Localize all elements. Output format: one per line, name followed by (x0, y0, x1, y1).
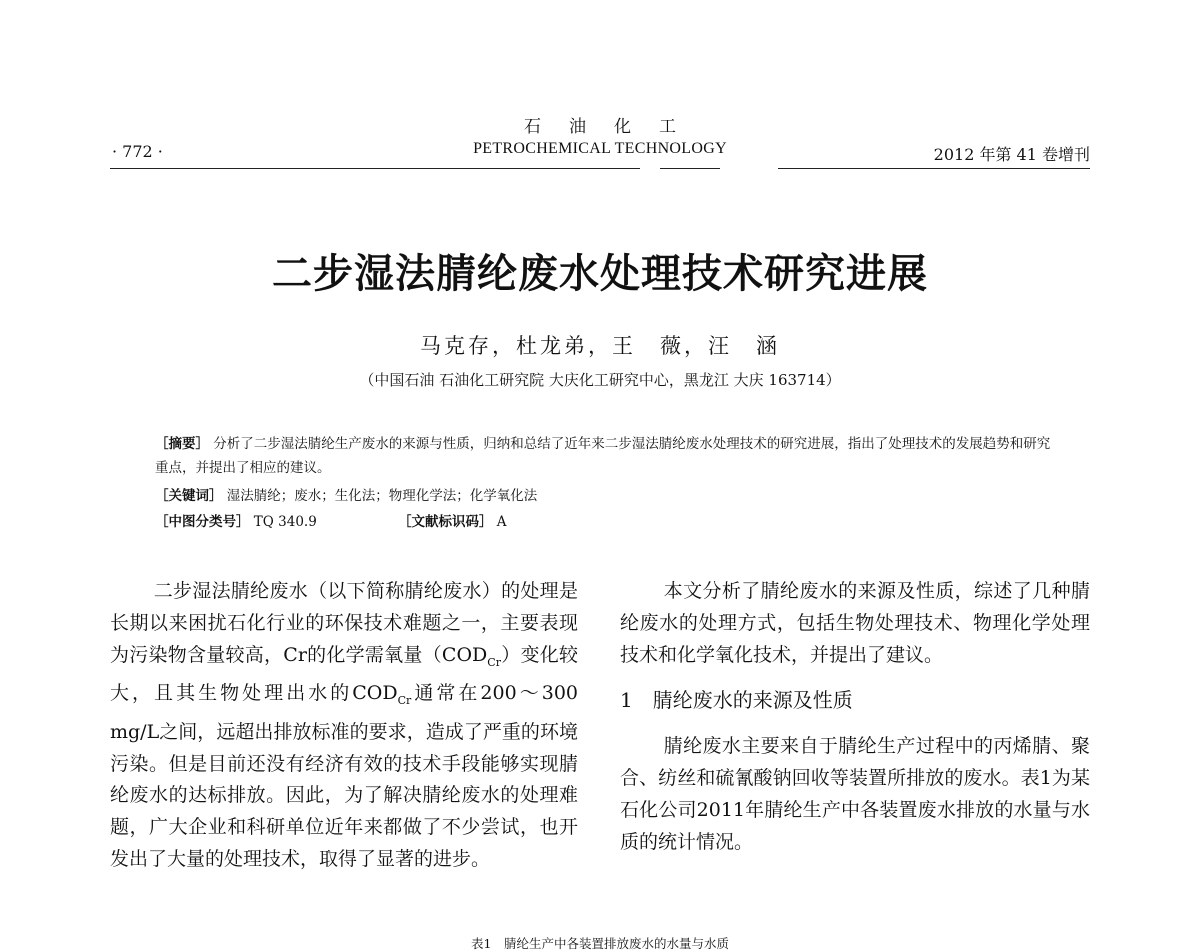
authors: 马克存，杜龙弟，王 薇，汪 涵 (420, 334, 780, 358)
clc-value: TQ 340.9 (253, 514, 317, 530)
section-heading: 1 腈纶废水的来源及性质 (620, 688, 853, 713)
body-left-column (110, 576, 578, 876)
doc-code-value: A (496, 514, 507, 530)
source-paragraph: 腈纶废水主要来自于腈纶生产过程中的丙烯腈、聚合、纺丝和硫氰酸钠回收等装置所排放的废水。表1为某石化公司2011年腈纶生产中各装置废水排放的水量与水质的统计情况。 (620, 735, 1090, 853)
clc-label: ［中图分类号］ (155, 514, 250, 530)
issue-info: 2012 年第 41 卷增刊 (933, 145, 1090, 164)
header-rule (778, 168, 1090, 169)
header-rule (110, 168, 640, 169)
keywords-text: 湿法腈纶；废水；生化法；物理化学法；化学氧化法 (226, 488, 538, 504)
journal-name-en: PETROCHEMICAL TECHNOLOGY (473, 140, 727, 157)
abstract-label: ［摘要］ (155, 436, 209, 452)
body-right-column (620, 576, 1090, 858)
table-caption: 表1 腈纶生产中各装置排放废水的水量与水质 (471, 936, 729, 951)
intro-paragraph: 二步湿法腈纶废水（以下简称腈纶废水）的处理是长期以来困扰石化行业的环保技术难题之一，主要表现为污染物含量较高，Cr的化学需氧量$(COD_{Cr})$变化较大，且其生物处理出水的$COD_{Cr}$通常在200～300 mg/L之间，远超出排放标准的要求，造成了严重的环境污染。但是目前还没有经济有效的技术手段能够实现腈纶废水的达标排放。因此，为了解决腈纶废水的处理难题，广大企业和科研单位近年来都做了不少尝试，也开发出了大量的处理技术，取得了显著的进步。 (110, 580, 578, 870)
page-number: · 772 · (112, 142, 163, 161)
clc-number (155, 512, 317, 532)
scope-paragraph: 本文分析了腈纶废水的来源及性质，综述了几种腈纶废水的处理方式，包括生物处理技术、物理化学处理技术和化学氧化技术，并提出了建议。 (620, 580, 1090, 666)
abstract-text: 分析了二步湿法腈纶生产废水的来源与性质，归纳和总结了近年来二步湿法腈纶废水处理技术的研究进展，指出了处理技术的发展趋势和研究重点，并提出了相应的建议。 (155, 436, 1051, 476)
header-rule (660, 168, 720, 169)
abstract (155, 432, 1055, 480)
keywords (155, 486, 537, 506)
affiliation: （中国石油 石油化工研究院 大庆化工研究中心，黑龙江 大庆 163714） (359, 371, 841, 389)
keywords-label: ［关键词］ (155, 488, 223, 504)
document-code (398, 512, 507, 532)
journal-name-cn: 石 油 化 工 (524, 117, 676, 137)
paper-title: 二步湿法腈纶废水处理技术研究进展 (272, 251, 928, 297)
doc-code-label: ［文献标识码］ (398, 514, 493, 530)
